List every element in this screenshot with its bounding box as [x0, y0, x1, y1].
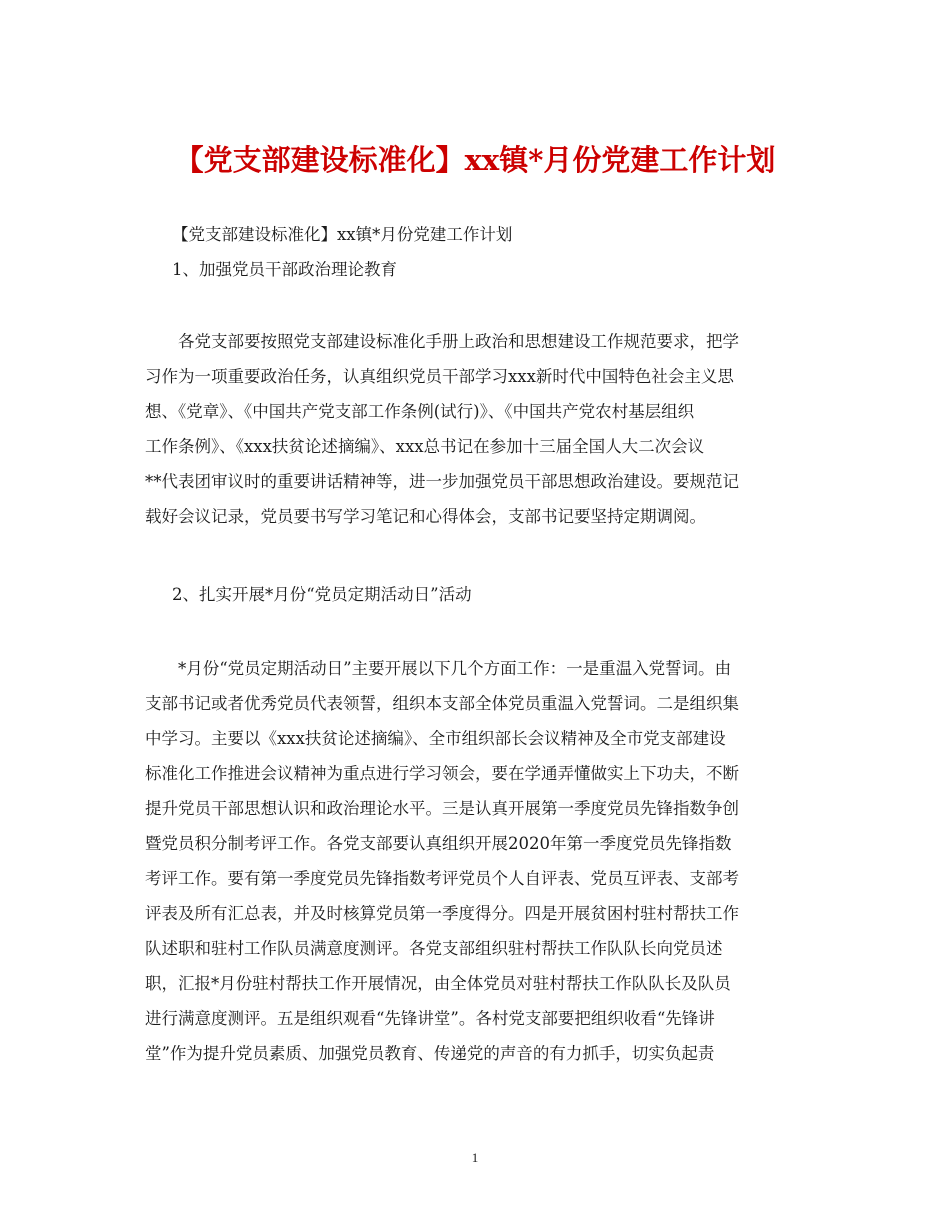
paragraph-line: 职，汇报*月份驻村帮扶工作开展情况，由全体党员对驻村帮扶工作队队长及队员 [145, 974, 731, 993]
paragraph-line: 载好会议记录，党员要书写学习笔记和心得体会，支部书记要坚持定期调阅。 [145, 507, 706, 526]
paragraph-line: 各党支部要按照党支部建设标准化手册上政治和思想建设工作规范要求，把学 [178, 332, 739, 351]
subtitle-line: 【党支部建设标准化】xx镇*月份党建工作计划 [172, 225, 513, 244]
section-1-heading: 1、加强党员干部政治理论教育 [172, 260, 397, 279]
paragraph-line: *月份“党员定期活动日”主要开展以下几个方面工作：一是重温入党誓词。由 [178, 659, 732, 678]
paragraph-line: 提升党员干部思想认识和政治理论水平。三是认真开展第一季度党员先锋指数争创 [145, 799, 739, 818]
paragraph-line: 队述职和驻村工作队员满意度测评。各党支部组织驻村帮扶工作队队长向党员述 [145, 939, 723, 958]
paragraph-line: 中学习。主要以《xxx扶贫论述摘编》、全市组织部长会议精神及全市党支部建设 [145, 729, 726, 748]
paragraph-line: **代表团审议时的重要讲话精神等，进一步加强党员干部思想政治建设。要规范记 [145, 472, 739, 491]
paragraph-line: 标准化工作推进会议精神为重点进行学习领会，要在学通弄懂做实上下功夫，不断 [145, 764, 739, 783]
document-title: 【党支部建设标准化】xx镇*月份党建工作计划 [174, 143, 776, 177]
paragraph-line: 支部书记或者优秀党员代表领誓，组织本支部全体党员重温入党誓词。二是组织集 [145, 694, 739, 713]
paragraph-line: 暨党员积分制考评工作。各党支部要认真组织开展2020年第一季度党员先锋指数 [145, 834, 732, 853]
paragraph-line: 工作条例》、《xxx扶贫论述摘编》、xxx总书记在参加十三届全国人大二次会议 [145, 437, 705, 456]
paragraph-line: 进行满意度测评。五是组织观看“先锋讲堂”。各村党支部要把组织收看“先锋讲 [145, 1009, 715, 1028]
page-number: 1 [471, 1150, 479, 1165]
paragraph-line: 堂”作为提升党员素质、加强党员教育、传递党的声音的有力抓手，切实负起责 [145, 1044, 715, 1063]
paragraph-line: 想、《党章》、《中国共产党支部工作条例(试行)》、《中国共产党农村基层组织 [145, 402, 695, 421]
paragraph-line: 评表及所有汇总表，并及时核算党员第一季度得分。四是开展贫困村驻村帮扶工作 [145, 904, 739, 923]
paragraph-line: 考评工作。要有第一季度党员先锋指数考评党员个人自评表、党员互评表、支部考 [145, 869, 739, 888]
section-2-heading: 2、扎实开展*月份“党员定期活动日”活动 [172, 585, 472, 604]
paragraph-line: 习作为一项重要政治任务，认真组织党员干部学习xxx新时代中国特色社会主义思 [145, 367, 734, 386]
